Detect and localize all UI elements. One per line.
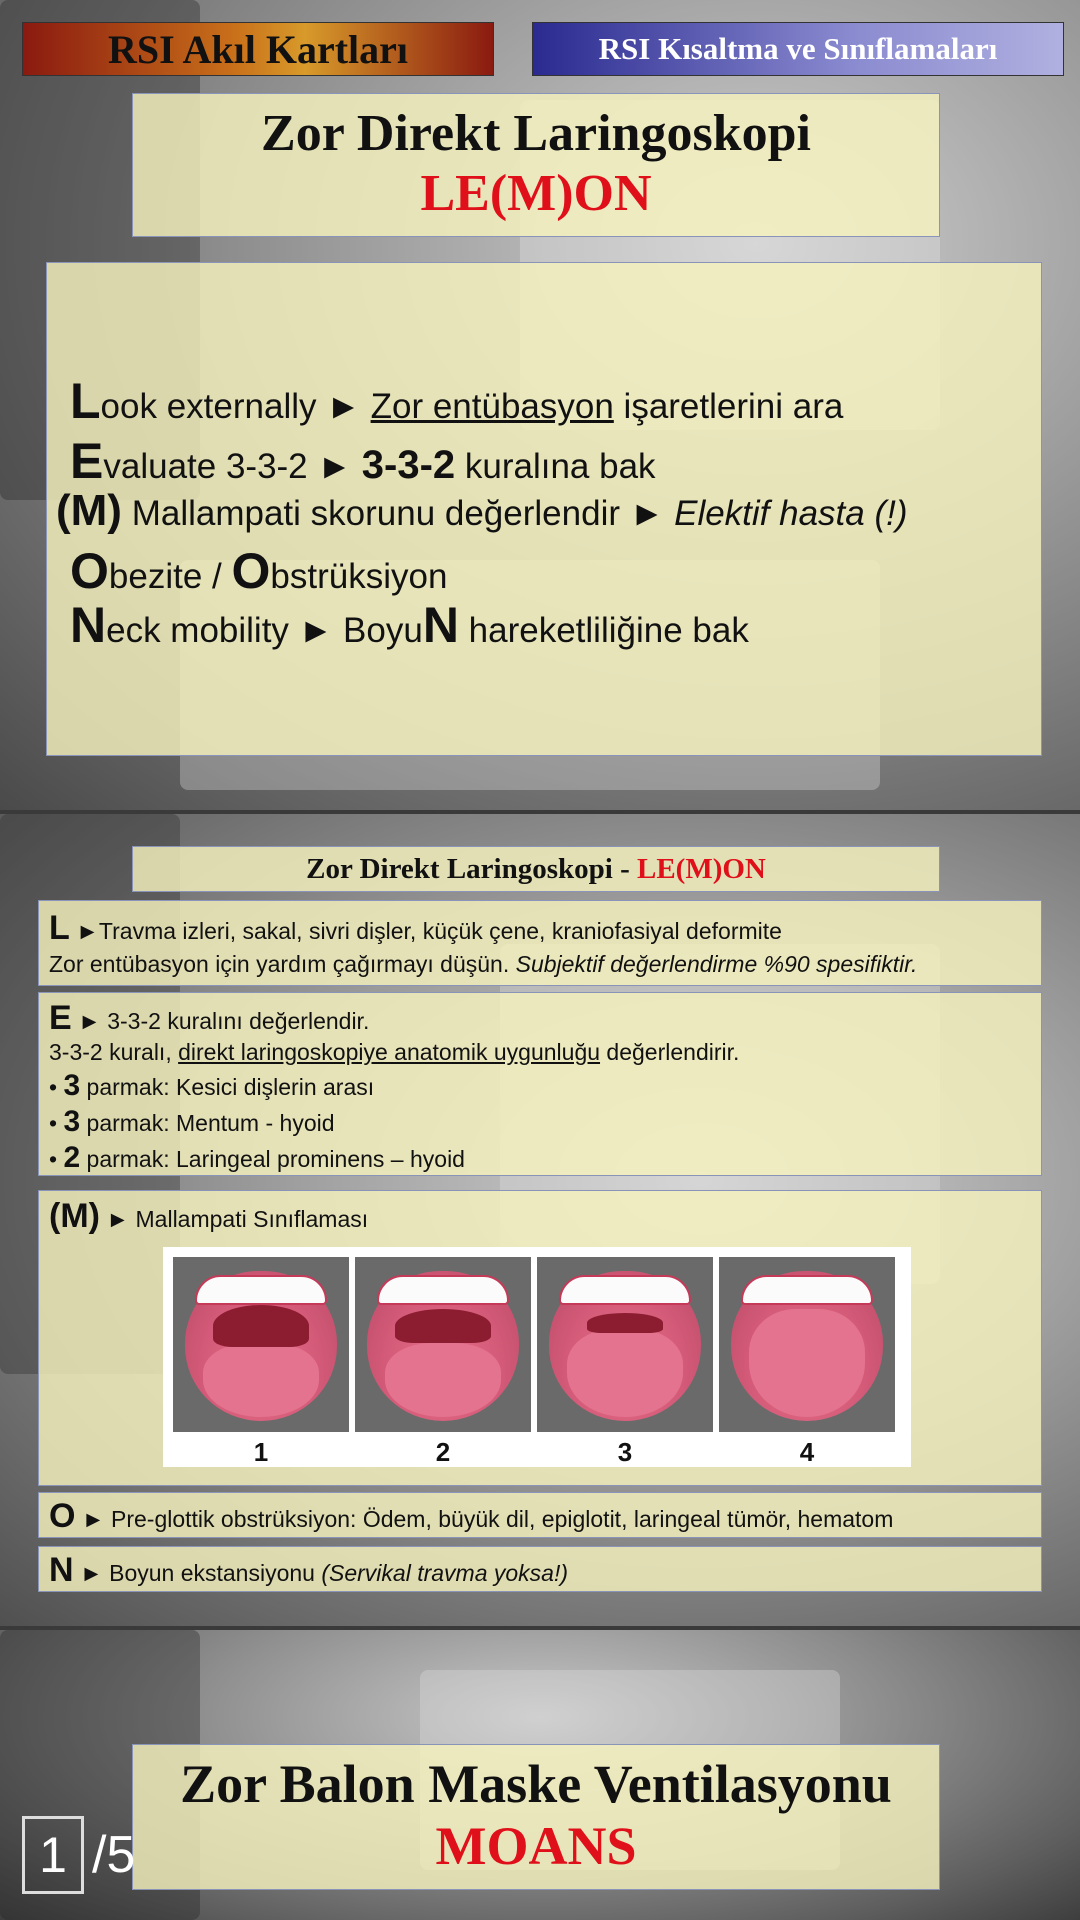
mallampati-class-2-image <box>355 1257 531 1432</box>
bullet-item: • 3 parmak: Kesici dişlerin arası <box>49 1069 375 1102</box>
mallampati-class-1-image <box>173 1257 349 1432</box>
mallampati-class-label: 1 <box>253 1437 269 1467</box>
mallampati-class-label: 3 <box>617 1437 633 1467</box>
lemon-line-m: (M) Mallampati skorunu değerlendir ► Elektif hasta (!) <box>56 486 908 535</box>
section-o: O ► Pre-glottik obstrüksiyon: Ödem, büyük dil, epiglotit, laringeal tümör, hematom <box>38 1492 1042 1538</box>
moans-title-box <box>132 1744 940 1890</box>
section-e: E ► 3-3-2 kuralını değerlendir. 3-3-2 kuralı, direkt laringoskopiye anatomik uygunluğu değerlendirir. • 3 parmak: Kesici dişlerin arası • 3 parmak: Mentum - hyoid • 2 parmak: Laringeal prominens – hyoid <box>38 992 1042 1176</box>
abbreviations-button[interactable]: RSI Kısaltma ve Sınıflamaları <box>532 22 1064 76</box>
lemon-line-o: Obezite / Obstrüksiyon <box>70 543 448 599</box>
card-lemon-summary <box>0 0 1080 810</box>
mallampati-class-label: 2 <box>435 1437 451 1467</box>
mallampati-class-label: 4 <box>799 1437 815 1467</box>
lemon-line-l: Look externally ► Zor entübasyon işaretlerini ara <box>70 373 844 429</box>
card-moans <box>0 1630 1080 1920</box>
acronym-title: LE(M)ON <box>420 165 652 222</box>
section-n: N ► Boyun ekstansiyonu (Servikal travma yoksa!) <box>38 1546 1042 1592</box>
lemon-line-e: Evaluate 3-3-2 ► 3-3-2 kuralına bak <box>70 433 656 489</box>
current-page-indicator[interactable]: 1 <box>22 1816 84 1894</box>
acronym-title: MOANS <box>435 1816 637 1876</box>
page-counter <box>22 1815 135 1895</box>
card-title: Zor Direkt Laringoskopi <box>261 105 811 162</box>
mallampati-class-4-image <box>719 1257 895 1432</box>
bullet-item: • 3 parmak: Mentum - hyoid <box>49 1105 335 1138</box>
title-box <box>132 93 940 237</box>
detail-title: Zor Direkt Laringoskopi - <box>306 852 637 885</box>
card-title: Zor Balon Maske Ventilasyonu <box>180 1754 892 1814</box>
total-pages: /5 <box>92 1826 136 1884</box>
mallampati-image <box>163 1247 911 1467</box>
detail-acronym: LE(M)ON <box>636 852 766 885</box>
section-l: L ►Travma izleri, sakal, sivri dişler, küçük çene, kraniofasiyal deformite Zor entübasyon için yardım çağırmayı düşün. Subjektif değerlendirme %90 spesifiktir. <box>38 900 1042 986</box>
detail-title-box <box>132 846 940 892</box>
mallampati-class-3-image <box>537 1257 713 1432</box>
section-m: (M) ► Mallampati Sınıflaması 1 2 3 4 <box>38 1190 1042 1486</box>
bullet-item: • 2 parmak: Laringeal prominens – hyoid <box>49 1141 465 1174</box>
mind-cards-button[interactable]: RSI Akıl Kartları <box>22 22 494 76</box>
lemon-line-n: Neck mobility ► BoyuN hareketliliğine bak <box>70 597 749 653</box>
card-lemon-detail <box>0 814 1080 1626</box>
